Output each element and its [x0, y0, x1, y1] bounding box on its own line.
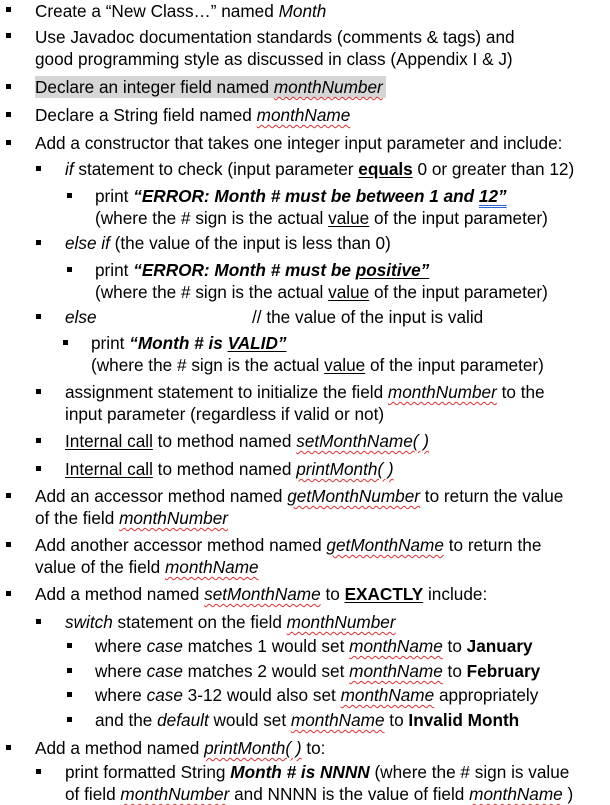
field-monthName: monthName [349, 661, 443, 681]
bullet-l13-marker [63, 333, 68, 355]
line-case-3-12 [95, 684, 538, 706]
field-monthNumber: monthNumber [120, 784, 230, 804]
word-value: value [324, 355, 366, 375]
bullet-l19-marker [6, 486, 11, 508]
bullet-l27-marker [67, 685, 72, 707]
text-segment: assignment statement to initialize the field [65, 382, 388, 402]
line-printmonth-method [35, 737, 325, 759]
line-accessor-name-cont [35, 556, 259, 578]
text-segment: of field [65, 784, 121, 804]
error-message-positive: “ERROR: Month # must be [133, 260, 356, 280]
bullet-l18-marker [36, 459, 41, 481]
line-setmonthname-method [35, 583, 487, 605]
text-segment: (where the # sign is the actual [95, 282, 329, 302]
text-segment: Add a method named [35, 738, 205, 758]
text-segment: include: [423, 584, 488, 604]
text-segment: (where the # sign is the actual [95, 208, 329, 228]
method-getMonthName: getMonthName [326, 535, 444, 555]
bullet-l21-marker [6, 535, 11, 557]
line-accessor-number [35, 485, 563, 507]
text-segment: (the value of the input is less than 0) [109, 233, 391, 253]
valid-message: “Month # is [129, 333, 228, 353]
keyword-if: if [65, 159, 74, 179]
error-message-range-end: 12” [478, 186, 507, 206]
line-assignment-cont: input parameter (regardless if valid or not) [65, 404, 385, 424]
internal-call-label: Internal call [65, 459, 153, 479]
text-segment: to [320, 584, 345, 604]
method-getMonthNumber: getMonthNumber [287, 486, 421, 506]
line-case-1 [95, 635, 533, 657]
text-segment: to [442, 636, 467, 656]
bullet-l2-marker [6, 26, 11, 48]
text-segment: Add another accessor method named [35, 535, 327, 555]
keyword-case: case [146, 636, 183, 656]
line-create-class [35, 0, 326, 22]
keyword-else: else [65, 307, 97, 327]
text-segment: (where the # sign is the actual [91, 355, 325, 375]
text-segment: 3-12 would also set [182, 685, 341, 705]
line-print-valid [91, 332, 286, 354]
error-message-positive-end: positive” [355, 260, 430, 280]
bullet-l7-marker [67, 186, 72, 208]
line-assignment [65, 381, 545, 403]
word-value: value [328, 208, 370, 228]
bullet-l23-marker [6, 584, 11, 606]
keyword-switch: switch [65, 612, 113, 632]
line-print-error-range [95, 185, 507, 207]
text-segment: where [95, 636, 147, 656]
word-value: value [328, 282, 370, 302]
text-segment: and the [95, 710, 158, 730]
text-segment: to: [301, 738, 326, 758]
bullet-l12-marker [36, 307, 41, 329]
text-segment: print formatted String [65, 762, 231, 782]
line-else [65, 306, 97, 328]
method-setMonthName: setMonthName( ) [296, 431, 430, 451]
field-monthName: monthName [469, 784, 563, 804]
bullet-l30-marker [36, 762, 41, 784]
line-add-constructor: Add a constructor that takes one integer input parameter and include: [35, 133, 563, 153]
field-monthName: monthName [164, 557, 259, 577]
bullet-l5-marker [6, 133, 11, 155]
field-monthNumber: monthNumber [286, 612, 396, 632]
keyword-else-if: else if [65, 233, 110, 253]
line-print-formatted [65, 761, 569, 783]
text-segment: Add a method named [35, 584, 205, 604]
field-monthNumber: monthNumber [273, 77, 383, 97]
line-if-statement [65, 158, 574, 180]
text-segment: to [442, 661, 467, 681]
text-segment: to return the value [420, 486, 564, 506]
bullet-l28-marker [67, 710, 72, 732]
value-january: January [466, 636, 533, 656]
bullet-l6-marker [36, 159, 41, 181]
field-monthName: monthName [256, 105, 351, 125]
text-segment: Add an accessor method named [35, 486, 288, 506]
line-print-formatted-cont [65, 783, 573, 805]
line-switch [65, 611, 396, 633]
field-monthName: monthName [340, 685, 435, 705]
text-segment: statement on the field [112, 612, 287, 632]
text-segment: to method named [152, 431, 297, 451]
text-segment: to the [496, 382, 545, 402]
line-javadoc-1: Use Javadoc documentation standards (comments & tags) and [35, 27, 515, 47]
bullet-l24-marker [36, 612, 41, 634]
bullet-l3-marker [6, 77, 11, 99]
format-string: Month # is NNNN [230, 762, 370, 782]
word-equals: equals [358, 159, 413, 179]
text-segment: and NNNN is the value of field [229, 784, 470, 804]
line-where-note-2 [95, 281, 548, 303]
text-segment: where [95, 661, 147, 681]
value-invalid-month: Invalid Month [408, 710, 520, 730]
text-segment: of the input parameter) [365, 355, 544, 375]
class-name-month: Month [278, 1, 327, 21]
text-segment: where [95, 685, 147, 705]
line-internal-call-setmonthname [65, 430, 429, 452]
text-segment: ) [562, 784, 574, 804]
field-monthNumber: monthNumber [119, 508, 228, 528]
text-segment: (where the # sign is value [369, 762, 570, 782]
text-segment: of the input parameter) [369, 208, 548, 228]
text-segment: appropriately [434, 685, 539, 705]
valid-message-end: VALID” [227, 333, 287, 353]
line-where-note-3 [91, 354, 544, 376]
text-segment: print [95, 260, 134, 280]
text-segment: to method named [152, 459, 297, 479]
text-segment: Declare an integer field named [35, 77, 274, 97]
bullet-l10-marker [67, 260, 72, 282]
text-segment: matches 1 would set [182, 636, 350, 656]
line-declare-integer-highlighted [35, 76, 386, 98]
error-message-range: “ERROR: Month # must be between 1 and [133, 186, 479, 206]
text-segment: statement to check (input parameter [73, 159, 359, 179]
text-segment: print [91, 333, 130, 353]
text-segment: of the input parameter) [369, 282, 548, 302]
text-segment: matches 2 would set [182, 661, 350, 681]
line-case-2 [95, 660, 540, 682]
text-segment: Declare a String field named [35, 105, 257, 125]
bullet-l25-marker [67, 636, 72, 658]
bullet-l9-marker [36, 233, 41, 255]
bullet-l29-marker [6, 738, 11, 760]
method-printMonth: printMonth( ) [204, 738, 302, 758]
line-print-error-positive [95, 259, 429, 281]
line-else-comment: // the value of the input is valid [252, 307, 484, 327]
word-exactly: EXACTLY [344, 584, 424, 604]
bullet-l17-marker [36, 431, 41, 453]
text-segment: 0 or greater than 12) [412, 159, 575, 179]
text-segment: to return the [443, 535, 542, 555]
field-monthName: monthName [290, 710, 385, 730]
method-setMonthName: setMonthName [204, 584, 321, 604]
line-declare-string [35, 104, 350, 126]
text-segment: would set [208, 710, 291, 730]
value-february: February [466, 661, 541, 681]
method-printMonth: printMonth( ) [296, 459, 394, 479]
text-segment: value of the field [35, 557, 165, 577]
line-where-note-1 [95, 207, 548, 229]
line-javadoc-2: good programming style as discussed in class (Appendix I & J) [35, 49, 513, 69]
line-internal-call-printmonth [65, 458, 394, 480]
field-monthName: monthName [349, 636, 443, 656]
text-segment: to [384, 710, 409, 730]
bullet-l26-marker [67, 661, 72, 683]
internal-call-label: Internal call [65, 431, 153, 451]
field-monthNumber: monthNumber [387, 382, 497, 402]
keyword-default: default [157, 710, 209, 730]
keyword-case: case [146, 661, 183, 681]
bullet-l1-marker [6, 0, 11, 22]
line-default [95, 709, 519, 731]
text-segment: print [95, 186, 134, 206]
bullet-l15-marker [36, 382, 41, 404]
text-segment: of the field [35, 508, 120, 528]
bullet-l4-marker [6, 105, 11, 127]
text-segment: Create a “New Class…” named [35, 1, 279, 21]
line-accessor-number-cont [35, 507, 228, 529]
line-else-if [65, 232, 391, 254]
line-accessor-name [35, 534, 541, 556]
keyword-case: case [146, 685, 183, 705]
